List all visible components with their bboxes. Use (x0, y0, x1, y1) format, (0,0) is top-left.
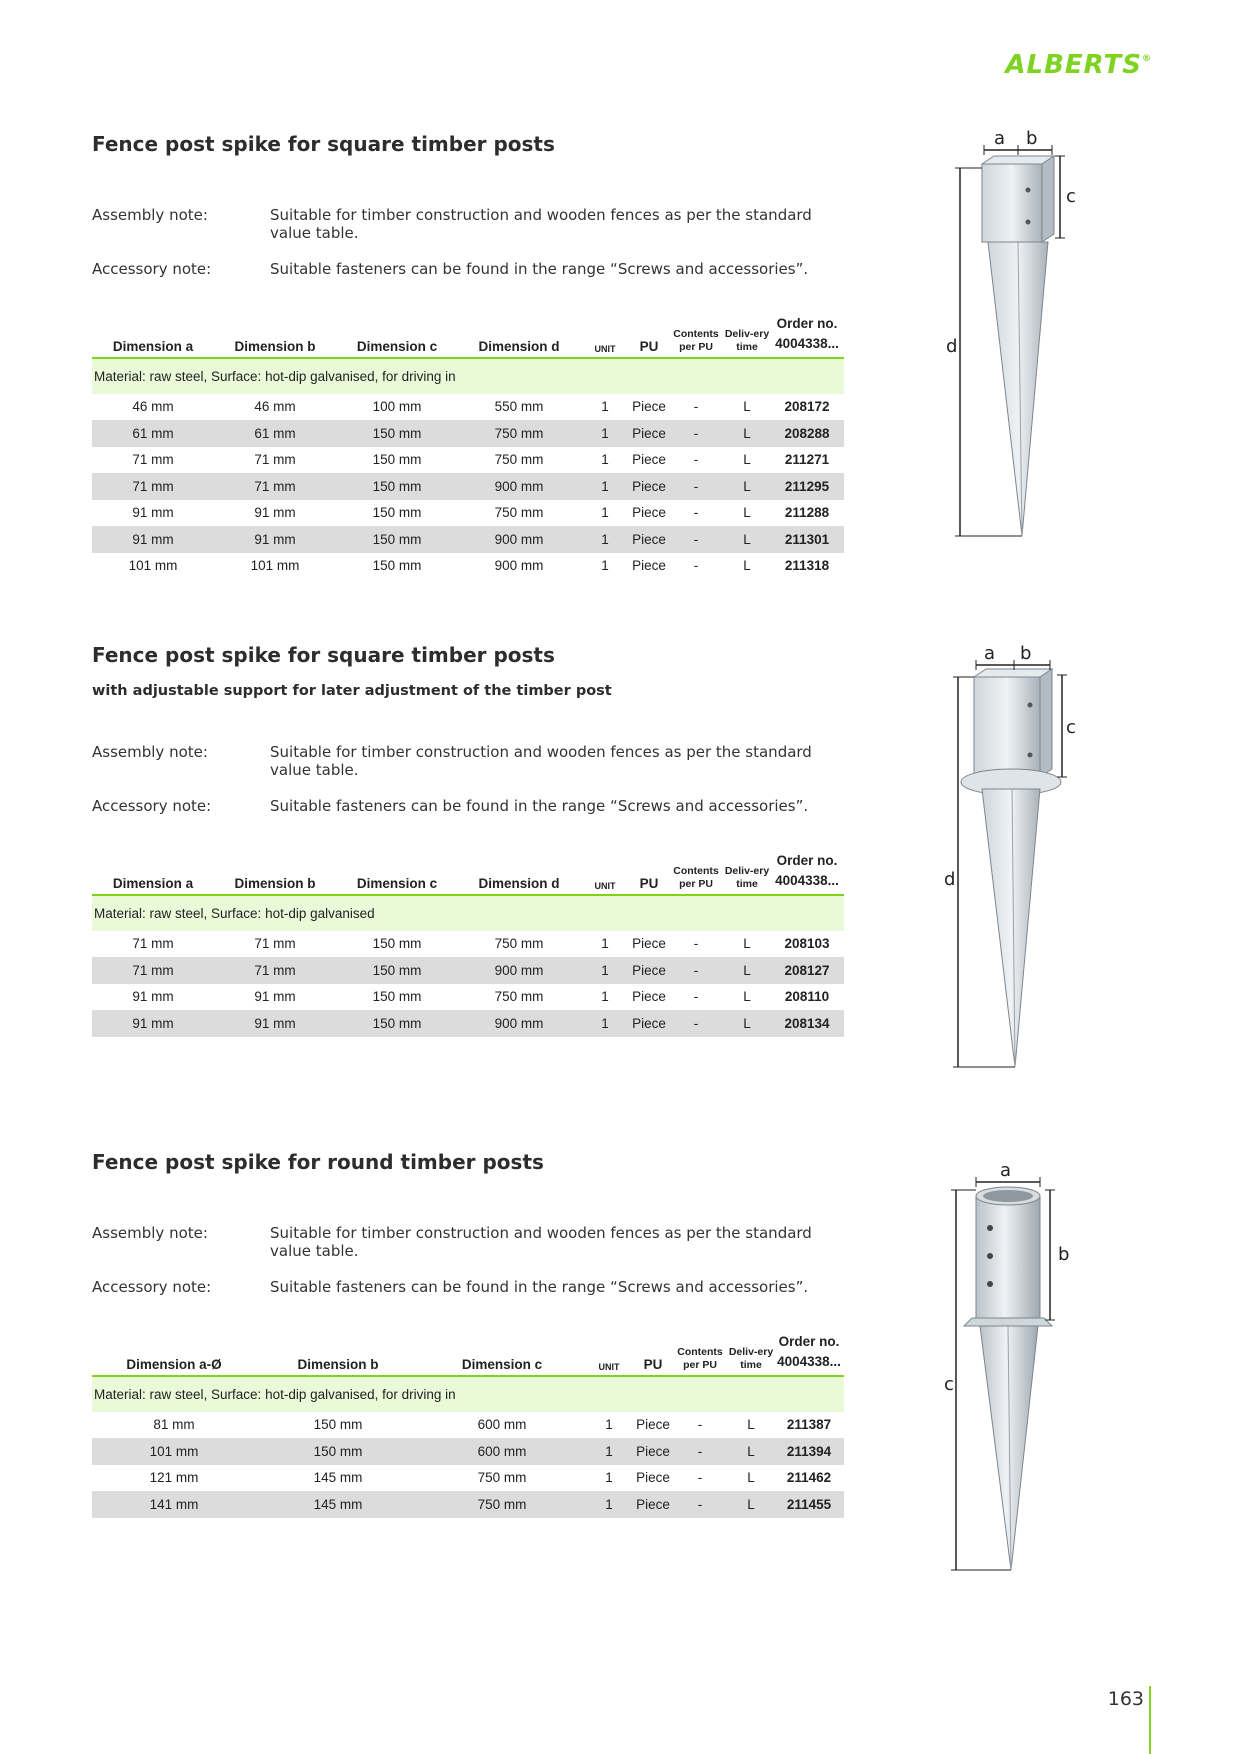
col-header: Dimension c (356, 339, 438, 354)
product-table (92, 851, 844, 1037)
table-cell: 101 mm (128, 558, 178, 574)
col-header: UNIT (594, 881, 616, 891)
table-row (92, 1465, 844, 1492)
table-cell: Piece (632, 989, 666, 1005)
table-cell: 750 mm (494, 505, 544, 521)
table-cell: 150 mm (336, 526, 458, 553)
table-cell: 750 mm (477, 1470, 527, 1486)
table-cell: 71 mm (132, 936, 174, 952)
notes (92, 743, 844, 815)
col-header: Order no. 4004338... (775, 316, 839, 351)
dim-label-b: b (1020, 645, 1032, 664)
table-cell: Piece (630, 526, 668, 553)
order-number-cell: 211387 (786, 1417, 832, 1433)
table-cell: 150 mm (372, 558, 422, 574)
table-cell: - (693, 452, 699, 468)
table-cell: Piece (634, 1438, 672, 1465)
table-row (92, 500, 844, 527)
table-cell: L (724, 957, 770, 984)
table-cell: - (693, 505, 699, 521)
table-cell: 91 mm (254, 505, 296, 521)
col-header: Deliv-ery time (724, 865, 770, 890)
dim-label-b: b (1026, 130, 1038, 149)
table-cell: 150 mm (372, 936, 422, 952)
dim-label-a: a (1000, 1160, 1012, 1181)
table-body (92, 931, 844, 1037)
accessory-note-text: Suitable fasteners can be found in the range “Screws and accessories”. (270, 797, 809, 815)
col-header: Dimension d (478, 339, 560, 354)
table-cell: - (697, 1417, 703, 1433)
product-table (92, 1332, 844, 1518)
order-number-cell: 208172 (784, 399, 830, 415)
product-section-2 (92, 643, 844, 1037)
order-number-cell: 211455 (774, 1491, 844, 1518)
table-cell: 121 mm (149, 1470, 199, 1486)
product-table (92, 314, 844, 579)
order-number-cell: 211301 (770, 526, 844, 553)
table-cell: 750 mm (494, 936, 544, 952)
dim-label-c: c (1066, 186, 1076, 207)
table-cell: - (693, 558, 699, 574)
table-cell: 1 (580, 957, 630, 984)
table-cell: 91 mm (254, 989, 296, 1005)
table-cell: 145 mm (313, 1470, 363, 1486)
order-number-cell: 208127 (770, 957, 844, 984)
dim-label-d: d (946, 336, 958, 357)
order-number-cell: 211288 (784, 505, 830, 521)
table-cell: 150 mm (372, 505, 422, 521)
table-cell: 150 mm (336, 1010, 458, 1037)
dim-label-d: d (944, 869, 956, 890)
table-row (92, 1412, 844, 1439)
col-header: Dimension a (112, 339, 194, 354)
table-cell: 1 (601, 558, 609, 574)
dim-label-a: a (984, 645, 996, 664)
table-cell: - (693, 989, 699, 1005)
order-number-cell: 211462 (786, 1470, 832, 1486)
table-cell: 1 (580, 473, 630, 500)
assembly-note (92, 1224, 844, 1260)
round-post-spike-drawing (940, 1160, 1080, 1580)
accessory-note (92, 1278, 844, 1296)
table-cell: Piece (630, 957, 668, 984)
brand-name: ALBERTS (1005, 50, 1142, 80)
table-cell: 71 mm (254, 936, 296, 952)
table-row (92, 1491, 844, 1518)
notes (92, 206, 844, 278)
col-header: Dimension d (478, 876, 560, 891)
accessory-note (92, 797, 844, 815)
table-cell: 71 mm (214, 957, 336, 984)
col-header: Contents per PU (677, 1346, 723, 1371)
assembly-note (92, 743, 844, 779)
assembly-note (92, 206, 844, 242)
material-row: Material: raw steel, Surface: hot-dip galvanised (92, 895, 844, 931)
table-row (92, 1438, 844, 1465)
table-cell: 150 mm (336, 473, 458, 500)
table-cell: 900 mm (458, 1010, 580, 1037)
col-header: Deliv-ery time (728, 1346, 774, 1371)
col-header: UNIT (594, 344, 616, 354)
table-cell: L (724, 526, 770, 553)
table-cell: L (724, 473, 770, 500)
accessory-note-label: Accessory note: (92, 797, 212, 815)
material-row: Material: raw steel, Surface: hot-dip galvanised, for driving in (92, 358, 844, 394)
table-cell: 150 mm (336, 420, 458, 447)
table-cell: 71 mm (92, 473, 214, 500)
table-cell: 1 (605, 1470, 613, 1486)
table-cell: 46 mm (132, 399, 174, 415)
table-cell: 1 (580, 420, 630, 447)
table-cell: 81 mm (153, 1417, 195, 1433)
table-row (92, 526, 844, 553)
table-cell: L (743, 399, 751, 415)
table-cell: Piece (632, 936, 666, 952)
table-cell: 71 mm (132, 452, 174, 468)
table-cell: L (743, 505, 751, 521)
table-row (92, 984, 844, 1011)
table-cell: 1 (580, 526, 630, 553)
table-cell: 71 mm (214, 473, 336, 500)
table-cell: 46 mm (254, 399, 296, 415)
table-cell: - (668, 420, 724, 447)
col-header: Dimension a (112, 876, 194, 891)
section-title: Fence post spike for round timber posts (92, 1150, 544, 1174)
table-cell: L (743, 936, 751, 952)
section-title: Fence post spike for square timber posts (92, 132, 555, 156)
table-cell: 1 (601, 989, 609, 1005)
table-cell: - (693, 399, 699, 415)
table-cell: Piece (632, 399, 666, 415)
dim-label-b: b (1058, 1244, 1070, 1265)
table-cell: 150 mm (336, 957, 458, 984)
table-cell: - (668, 957, 724, 984)
table-row (92, 931, 844, 958)
table-row (92, 394, 844, 421)
assembly-note-text: Suitable for timber construction and wooden fences as per the standard value table. (270, 206, 812, 242)
table-cell: 71 mm (254, 452, 296, 468)
dim-label-a: a (994, 130, 1006, 149)
table-cell: Piece (630, 473, 668, 500)
table-cell: - (668, 1010, 724, 1037)
table-cell: L (724, 420, 770, 447)
page-number-bar (1149, 1686, 1151, 1754)
col-header: Contents per PU (673, 328, 719, 353)
table-cell: 91 mm (132, 505, 174, 521)
col-header: Dimension c (356, 876, 438, 891)
table-cell: 71 mm (92, 957, 214, 984)
table-body (92, 394, 844, 580)
table-cell: - (672, 1491, 728, 1518)
table-row (92, 420, 844, 447)
dim-label-c: c (1066, 717, 1076, 738)
adjustable-post-spike-drawing (940, 645, 1080, 1075)
table-cell: 600 mm (420, 1438, 584, 1465)
table-cell: - (668, 526, 724, 553)
table-cell: 91 mm (214, 526, 336, 553)
product-section-3 (92, 1150, 844, 1518)
assembly-note-label: Assembly note: (92, 1224, 208, 1242)
table-cell: 1 (605, 1417, 613, 1433)
order-number-cell: 211295 (770, 473, 844, 500)
page-number: 163 (1107, 1688, 1144, 1710)
col-header: PU (639, 339, 659, 354)
table-cell: 91 mm (92, 526, 214, 553)
table-row (92, 1010, 844, 1037)
table-cell: 101 mm (92, 1438, 256, 1465)
table-cell: 550 mm (494, 399, 544, 415)
table-cell: 100 mm (372, 399, 422, 415)
table-cell: 900 mm (494, 558, 544, 574)
table-cell: 750 mm (458, 420, 580, 447)
table-cell: L (743, 452, 751, 468)
table-cell: 1 (584, 1491, 634, 1518)
table-cell: 150 mm (256, 1438, 420, 1465)
table-cell: Piece (632, 452, 666, 468)
table-cell: 900 mm (458, 957, 580, 984)
table-cell: L (743, 989, 751, 1005)
table-cell: L (747, 1417, 755, 1433)
table-cell: 150 mm (313, 1417, 363, 1433)
order-number-cell: 208110 (784, 989, 830, 1005)
table-cell: 900 mm (458, 473, 580, 500)
table-row (92, 553, 844, 580)
col-header: Dimension b (297, 1357, 379, 1372)
table-cell: L (743, 558, 751, 574)
col-header: Dimension a-Ø (126, 1357, 222, 1372)
table-row (92, 447, 844, 474)
col-header: Deliv-ery time (724, 328, 770, 353)
table-cell: 1 (601, 936, 609, 952)
notes (92, 1224, 844, 1296)
table-cell: 150 mm (372, 989, 422, 1005)
col-header: Dimension b (234, 339, 316, 354)
table-cell: 1 (584, 1438, 634, 1465)
order-number-cell: 208103 (784, 936, 830, 952)
order-number-cell: 208134 (770, 1010, 844, 1037)
table-cell: L (728, 1491, 774, 1518)
assembly-note-label: Assembly note: (92, 206, 208, 224)
accessory-note-text: Suitable fasteners can be found in the range “Screws and accessories”. (270, 1278, 809, 1296)
accessory-note-text: Suitable fasteners can be found in the range “Screws and accessories”. (270, 260, 809, 278)
col-header: Order no. 4004338... (775, 853, 839, 888)
col-header: PU (639, 876, 659, 891)
table-cell: Piece (634, 1491, 672, 1518)
col-header: Order no. 4004338... (777, 1334, 841, 1369)
table-cell: 91 mm (132, 989, 174, 1005)
assembly-note-text: Suitable for timber construction and wooden fences as per the standard value table. (270, 743, 812, 779)
table-cell: 750 mm (494, 989, 544, 1005)
table-cell: Piece (630, 1010, 668, 1037)
table-cell: 61 mm (214, 420, 336, 447)
table-cell: Piece (632, 505, 666, 521)
order-number-cell: 211394 (774, 1438, 844, 1465)
material-row: Material: raw steel, Surface: hot-dip galvanised, for driving in (92, 1376, 844, 1412)
table-cell: L (724, 1010, 770, 1037)
table-cell: 1 (601, 505, 609, 521)
col-header: Contents per PU (673, 865, 719, 890)
table-cell: 1 (580, 1010, 630, 1037)
table-cell: Piece (630, 420, 668, 447)
table-cell: L (728, 1438, 774, 1465)
table-cell: 1 (601, 452, 609, 468)
order-number-cell: 211271 (784, 452, 830, 468)
table-cell: 600 mm (477, 1417, 527, 1433)
accessory-note-label: Accessory note: (92, 260, 212, 278)
table-cell: - (668, 473, 724, 500)
accessory-note-label: Accessory note: (92, 1278, 212, 1296)
table-row (92, 957, 844, 984)
table-cell: 750 mm (494, 452, 544, 468)
table-cell: 61 mm (92, 420, 214, 447)
dim-label-c: c (944, 1374, 954, 1395)
table-cell: - (693, 936, 699, 952)
assembly-note-label: Assembly note: (92, 743, 208, 761)
section-subtitle: with adjustable support for later adjustment of the timber post (92, 683, 612, 699)
order-number-cell: 211318 (784, 558, 830, 574)
table-cell: 900 mm (458, 526, 580, 553)
section-title: Fence post spike for square timber posts (92, 643, 555, 667)
col-header: UNIT (598, 1362, 620, 1372)
table-cell: - (697, 1470, 703, 1486)
table-cell: L (747, 1470, 755, 1486)
table-cell: Piece (632, 558, 666, 574)
table-cell: 101 mm (250, 558, 300, 574)
table-cell: 150 mm (372, 452, 422, 468)
table-cell: 145 mm (256, 1491, 420, 1518)
assembly-note-text: Suitable for timber construction and wooden fences as per the standard value table. (270, 1224, 812, 1260)
order-number-cell: 208288 (770, 420, 844, 447)
table-cell: - (672, 1438, 728, 1465)
table-cell: 141 mm (92, 1491, 256, 1518)
col-header: PU (643, 1357, 663, 1372)
square-post-spike-drawing (940, 130, 1080, 540)
product-section-1 (92, 132, 844, 579)
table-body (92, 1412, 844, 1518)
table-cell: Piece (636, 1417, 670, 1433)
table-cell: 91 mm (92, 1010, 214, 1037)
table-cell: 1 (601, 399, 609, 415)
col-header: Dimension b (234, 876, 316, 891)
brand-logo (1005, 50, 1152, 80)
col-header: Dimension c (461, 1357, 543, 1372)
accessory-note (92, 260, 844, 278)
registered-mark: ® (1142, 54, 1152, 64)
table-cell: Piece (636, 1470, 670, 1486)
table-row (92, 473, 844, 500)
table-cell: 750 mm (420, 1491, 584, 1518)
table-cell: 91 mm (214, 1010, 336, 1037)
